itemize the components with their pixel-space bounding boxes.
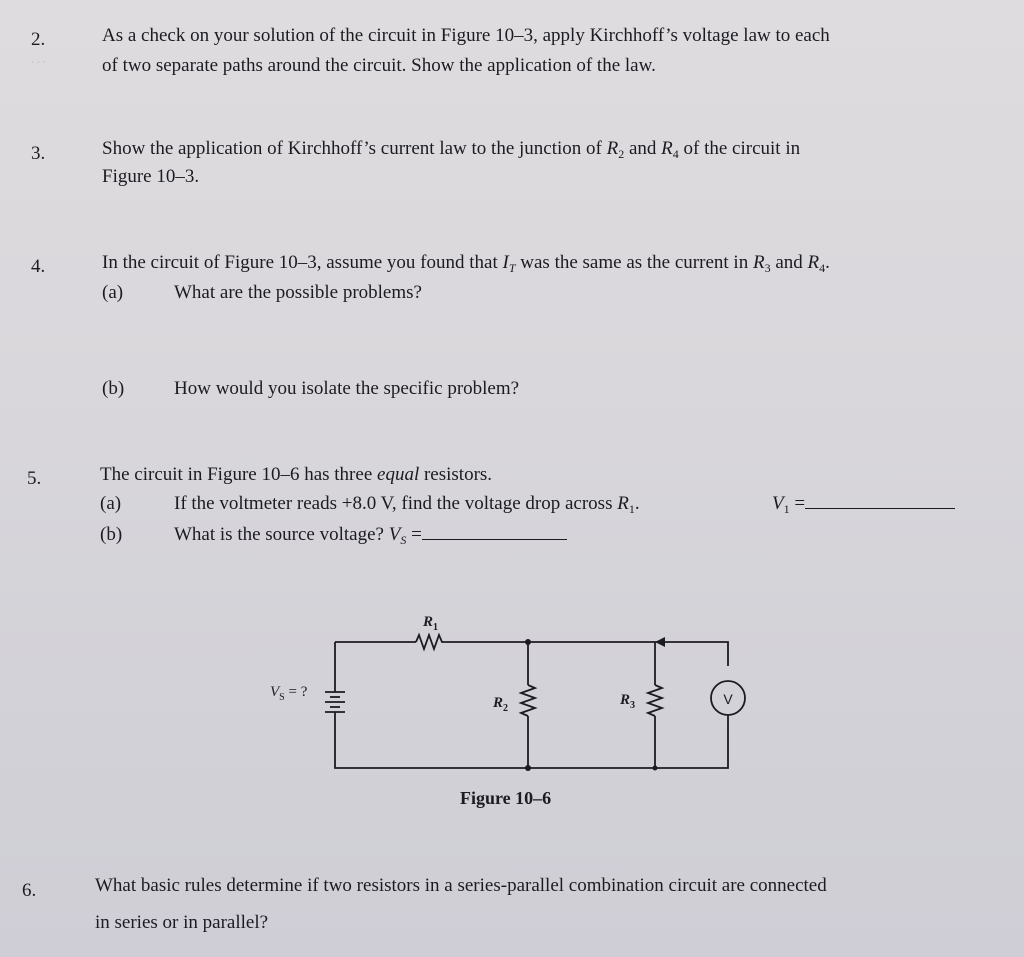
r2-resistor — [521, 685, 535, 716]
wire-left-bottom — [335, 712, 728, 768]
q5-b-text: What is the source voltage? $V_S$ = — [174, 524, 567, 546]
wire-top-right — [445, 642, 728, 666]
q5-a-label: (a) — [100, 493, 122, 514]
junction-dot — [653, 766, 658, 771]
q2-number: 2. — [31, 29, 46, 50]
q6-text-line2: in series or in parallel? — [95, 912, 269, 933]
junction-dot — [525, 639, 531, 645]
q5-text-line1: The circuit in Figure 10–6 has three equal resistors. — [100, 464, 493, 485]
q5-a-answer-blank[interactable] — [805, 507, 955, 509]
q4-a-text: What are the possible problems? — [174, 282, 422, 303]
vs-label: $V_S$ = ? — [270, 684, 308, 703]
voltmeter-label: V — [723, 691, 733, 707]
q2-text-line2: of two separate paths around the circuit. Show the application of the law. — [102, 55, 656, 76]
q5-a-text: If the voltmeter reads +8.0 V, find the voltage drop across $R_1$. — [174, 493, 640, 516]
r1-resistor — [416, 635, 445, 649]
q3-text-line2: Figure 10–3. — [102, 166, 200, 187]
r1-label: $R_1$ — [423, 614, 439, 633]
q5-a-answer: $V_1$ = — [772, 493, 955, 515]
r2-label: $R_2$ — [493, 695, 509, 714]
q4-b-label: (b) — [102, 378, 125, 399]
r3-label: $R_3$ — [620, 692, 636, 711]
q3-text-line1: Show the application of Kirchhoff’s current law to the junction of $R_2$ and $R_4$ of the circuit in — [102, 138, 801, 161]
figure-caption: Figure 10–6 — [460, 788, 552, 808]
q2-text-line1: As a check on your solution of the circuit in Figure 10–3, apply Kirchhoff’s voltage law to each — [102, 25, 830, 46]
q5-b-label: (b) — [100, 524, 123, 545]
q5-b-answer-blank[interactable] — [422, 538, 567, 540]
q4-b-text: How would you isolate the specific problem? — [174, 378, 520, 399]
q4-number: 4. — [31, 256, 46, 277]
q6-number: 6. — [22, 880, 37, 901]
r3-resistor — [648, 685, 662, 716]
q6-text-line1: What basic rules determine if two resistors in a series-parallel combination circuit are connected — [95, 875, 827, 896]
q5-number: 5. — [27, 468, 42, 489]
junction-dot — [525, 765, 531, 771]
bleed-through-text: … — [30, 48, 47, 67]
q4-text-line1: In the circuit of Figure 10–3, assume you found that $I_T$ was the same as the current in $R_3$ and $R_4$. — [102, 252, 830, 275]
arrow-head — [655, 637, 665, 647]
q4-a-label: (a) — [102, 282, 124, 303]
q3-number: 3. — [31, 143, 46, 164]
